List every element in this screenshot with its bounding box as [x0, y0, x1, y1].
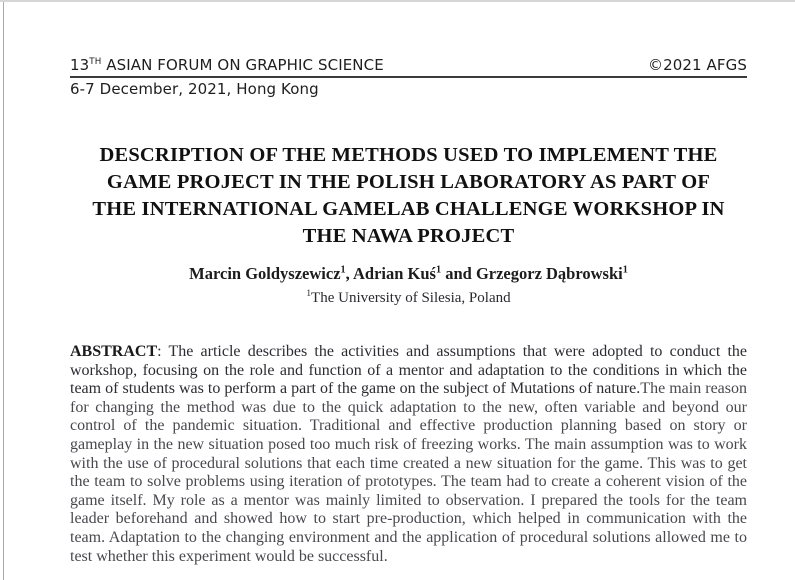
- paper-title: [70, 142, 747, 250]
- paper-title-line: GAME PROJECT IN THE POLISH LABORATORY AS PART OF: [106, 171, 711, 193]
- copyright-notice: ©2021 AFGS: [648, 56, 747, 74]
- paper-title-line: THE INTERNATIONAL GAMELAB CHALLENGE WORKSHOP IN: [92, 198, 725, 220]
- author-name: Adrian Kuś: [352, 264, 436, 283]
- author-name: Grzegorz Dąbrowski: [475, 264, 623, 283]
- running-head: [70, 56, 747, 74]
- forum-number: 13: [70, 56, 90, 74]
- paper-title-line: DESCRIPTION OF THE METHODS USED TO IMPLEMENT THE: [99, 144, 718, 166]
- author-affiliation-ref: 1: [340, 264, 346, 276]
- abstract-paragraph: [70, 343, 747, 566]
- paper-title-line: THE NAWA PROJECT: [302, 225, 515, 247]
- affiliation-ref-superscript: 1: [306, 289, 312, 299]
- paper-content: [70, 2, 747, 566]
- abstract-lead-sentence: : The article describes the activities and assumptions that were adopted to conduct the workshop, focusing on the role and function of a mentor and adaptation to the conditions in which the team of students was to perform a part of the game on the subject of Mutations of nature.: [70, 343, 747, 398]
- author-name: Marcin Goldyszewicz: [189, 264, 341, 283]
- abstract-body-text: The main reason for changing the method was due to the quick adaptation to the new, often variable and beyond our control of the pandemic situation. Traditional and effective production planning based on story or gameplay in the new situation posed too much risk of freezing works. The main assumption was to work with the use of procedural solutions that each time created a new situation for the game. This was to get the team to solve problems using iteration of prototypes. The team had to create a coherent vision of the game itself. My role as a mentor was mainly limited to observation. I prepared the tools for the team leader beforehand and showed how to start pre-production, which helped in communication with the team. Adaptation to the changing environment and the application of procedural solutions allowed me to test whether this experiment would be successful.: [70, 380, 748, 565]
- author-affiliation-ref: 1: [435, 264, 442, 276]
- authors-line: [70, 264, 747, 284]
- conference-date-location: 6-7 December, 2021, Hong Kong: [70, 80, 319, 98]
- forum-ordinal-superscript: TH: [89, 57, 102, 67]
- forum-title-text: ASIAN FORUM ON GRAPHIC SCIENCE: [101, 56, 384, 74]
- author-separator: ,: [345, 264, 353, 283]
- affiliation-text: The University of Silesia, Poland: [311, 290, 511, 306]
- abstract-label: ABSTRACT: [70, 343, 158, 360]
- author-affiliation-ref: 1: [622, 264, 628, 276]
- affiliation-line: [70, 290, 747, 307]
- page-left-edge-line: [3, 2, 4, 580]
- header-divider-rule: [70, 76, 747, 78]
- author-separator: and: [441, 264, 476, 283]
- conference-name: [70, 56, 384, 74]
